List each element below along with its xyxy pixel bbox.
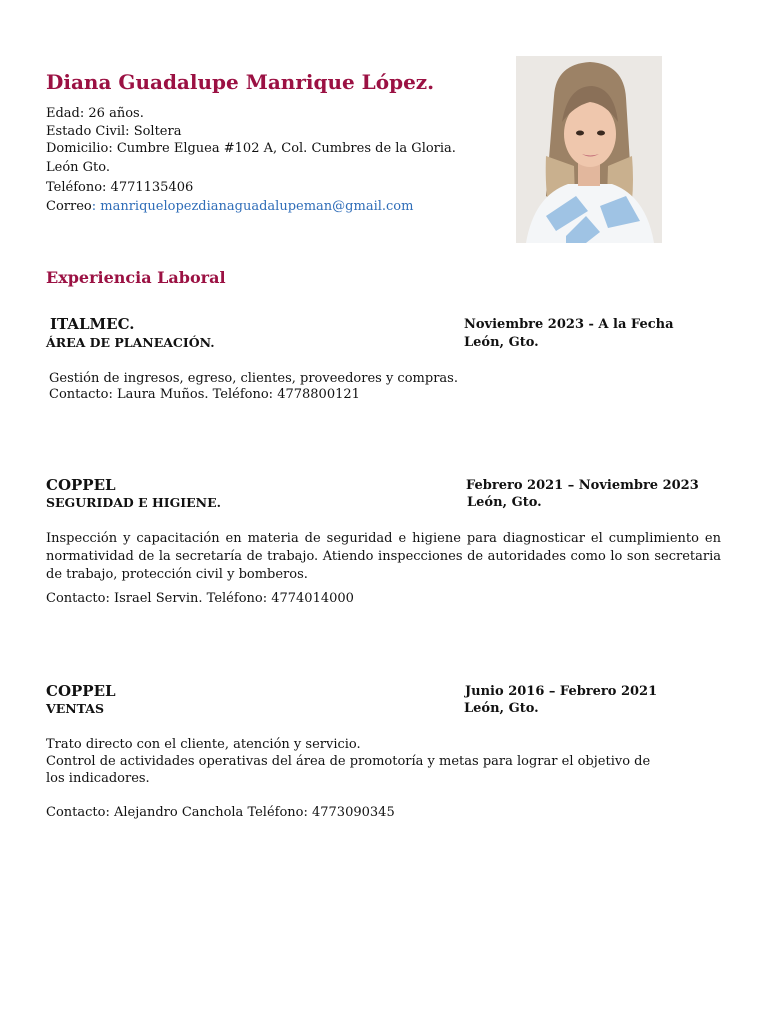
email-line [46, 198, 413, 216]
job-description-line: Control de actividades operativas del área de promotoría y metas para lograr el objetivo de [46, 754, 651, 769]
job-description: Inspección y capacitación en materia de seguridad e higiene para diagnosticar el cumplimiento en normatividad de la secretaría de trabajo. Atiendo inspecciones de autoridades como lo son secretaria de trabajo, protección civil y bomberos. [46, 531, 721, 582]
job-contact: Contacto: Israel Servin. Teléfono: 4774014000 [46, 591, 354, 606]
job-dates: Febrero 2021 – Noviembre 2023 [466, 478, 699, 493]
city: León Gto. [46, 160, 110, 175]
job-contact: Contacto: Alejandro Canchola Teléfono: 4773090345 [46, 805, 395, 820]
job-company: COPPEL [46, 476, 116, 494]
phone: Teléfono: 4771135406 [46, 180, 194, 195]
civil-status: Estado Civil: Soltera [46, 124, 182, 139]
job-location: León, Gto. [464, 701, 539, 716]
section-title-experience: Experiencia Laboral [46, 268, 226, 287]
email-link[interactable]: manriquelopezdianaguadalupeman@gmail.com [100, 199, 414, 214]
email-label: Correo [46, 199, 92, 214]
job-area: ÁREA DE PLANEACIÓN. [46, 335, 215, 350]
profile-photo [516, 56, 662, 243]
job-dates: Junio 2016 – Febrero 2021 [465, 684, 658, 699]
portrait-image [516, 56, 662, 243]
address: Domicilio: Cumbre Elguea #102 A, Col. Cumbres de la Gloria. [46, 141, 456, 156]
job-area: SEGURIDAD E HIGIENE. [46, 495, 221, 510]
job-company: ITALMEC. [50, 315, 135, 333]
job-description-line: los indicadores. [46, 771, 150, 786]
job-contact: Contacto: Laura Muños. Teléfono: 4778800121 [49, 387, 360, 402]
job-description: Gestión de ingresos, egreso, clientes, proveedores y compras. [49, 371, 458, 386]
candidate-name: Diana Guadalupe Manrique López. [46, 70, 435, 94]
job-company: COPPEL [46, 682, 116, 700]
job-area: VENTAS [46, 701, 104, 716]
age: Edad: 26 años. [46, 106, 144, 121]
job-dates: Noviembre 2023 - A la Fecha [464, 317, 674, 332]
job-description-line: Trato directo con el cliente, atención y servicio. [46, 737, 361, 752]
job-location: León, Gto. [467, 495, 542, 510]
email-separator: : [91, 199, 101, 214]
job-location: León, Gto. [464, 335, 539, 350]
